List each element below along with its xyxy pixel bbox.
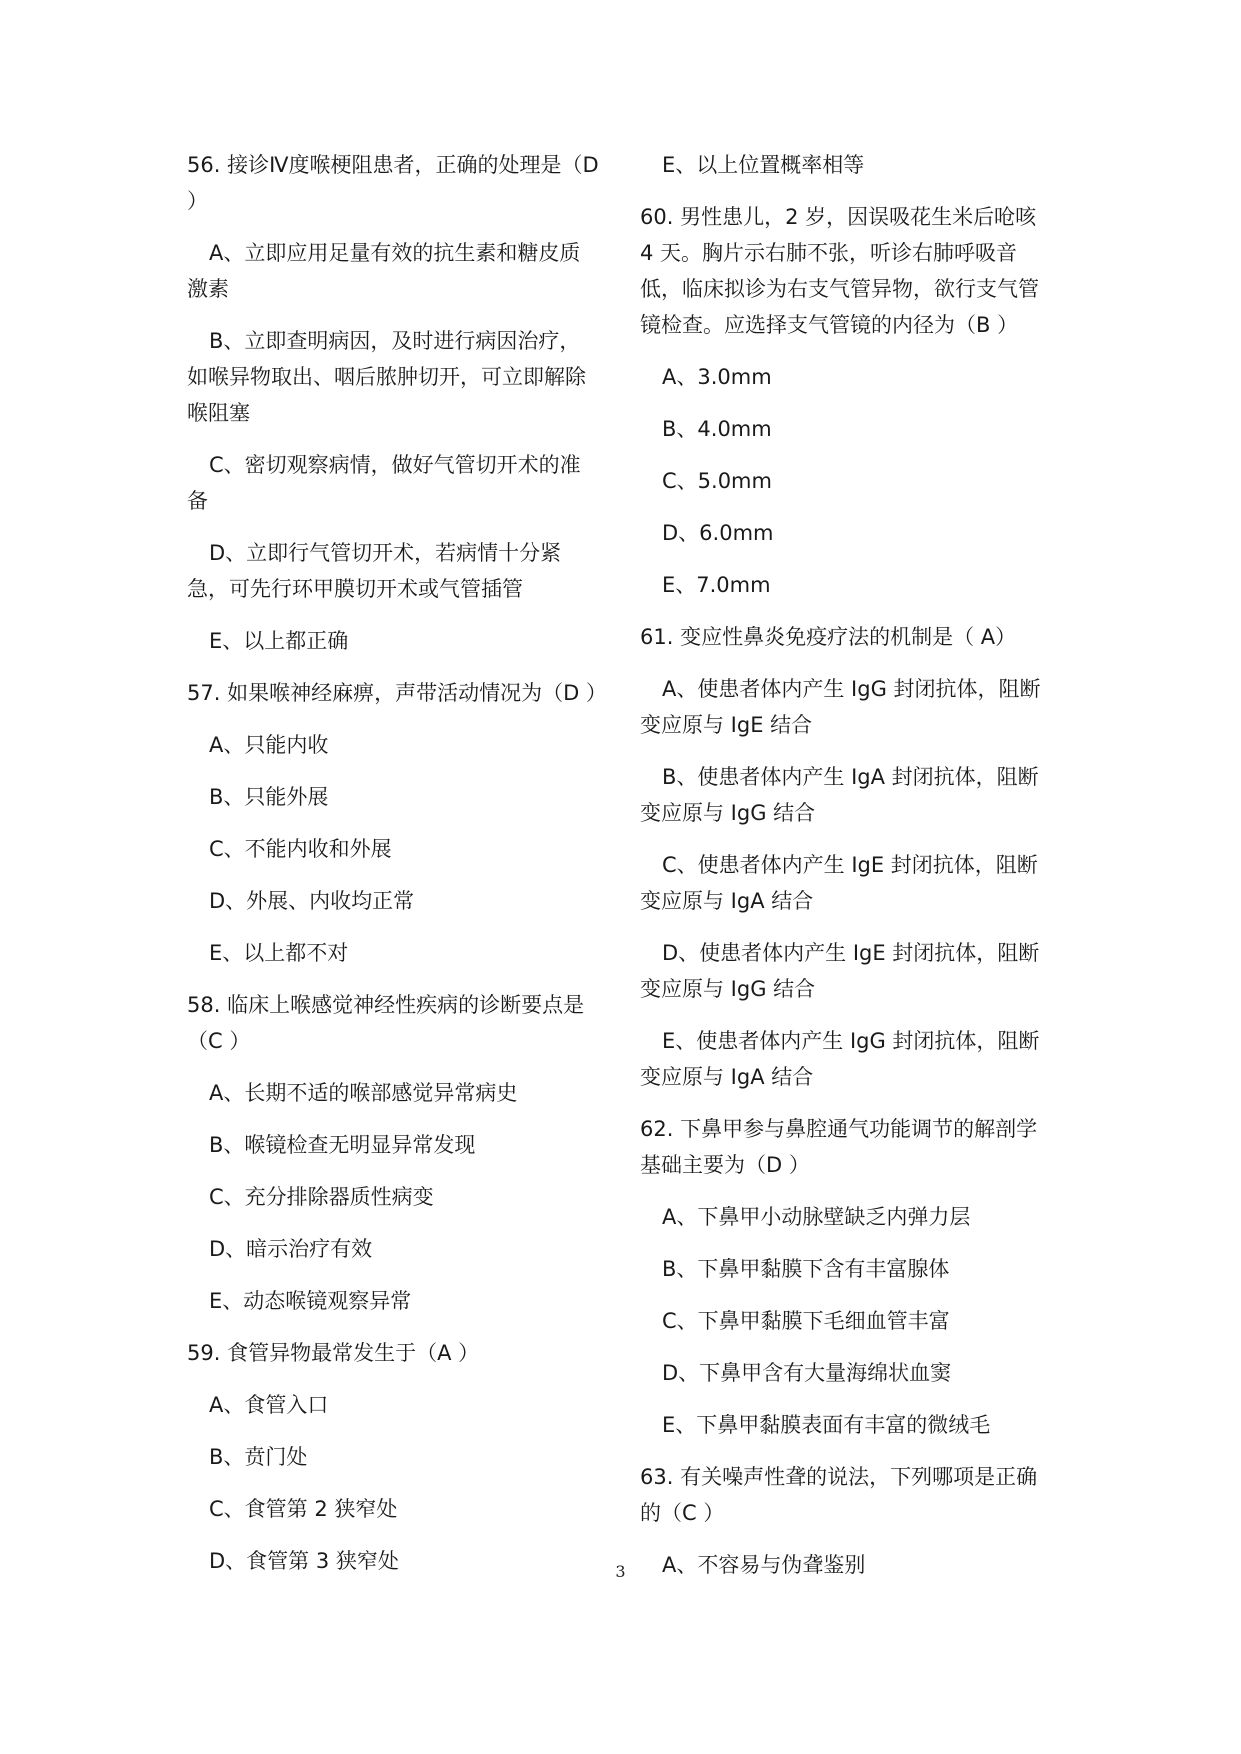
option: B、贲门处 xyxy=(209,1445,308,1469)
option: C、食管第 2 狭窄处 xyxy=(209,1497,398,1521)
option: A、只能内收 xyxy=(209,733,329,757)
option: E、7.0mm xyxy=(662,573,771,597)
option: C、5.0mm xyxy=(662,469,772,493)
option: B、喉镜检查无明显异常发现 xyxy=(209,1133,476,1157)
option: C、充分排除器质性病变 xyxy=(209,1185,434,1209)
option: A、不容易与伪聋鉴别 xyxy=(662,1553,866,1577)
option: B、下鼻甲黏膜下含有丰富腺体 xyxy=(662,1257,950,1281)
option: A、食管入口 xyxy=(209,1393,329,1417)
option: D、立即行气管切开术，若病情十分紧急，可先行环甲膜切开术或气管插管 xyxy=(187,541,562,601)
question-62: 62. 下鼻甲参与鼻腔通气功能调节的解剖学基础主要为（D ） xyxy=(640,1117,1038,1177)
question-63: 63. 有关噪声性聋的说法，下列哪项是正确的（C ） xyxy=(640,1465,1038,1525)
option: B、立即查明病因，及时进行病因治疗，如喉异物取出、咽后脓肿切开，可立即解除喉阻塞 xyxy=(187,329,586,425)
left-column xyxy=(187,147,607,1595)
option: E、以上都不对 xyxy=(209,941,349,965)
option: D、外展、内收均正常 xyxy=(209,889,415,913)
option: A、使患者体内产生 IgG 封闭抗体，阻断变应原与 IgE 结合 xyxy=(640,677,1041,737)
option: C、使患者体内产生 IgE 封闭抗体，阻断变应原与 IgA 结合 xyxy=(640,853,1038,913)
option: D、食管第 3 狭窄处 xyxy=(209,1549,399,1573)
option: B、4.0mm xyxy=(662,417,772,441)
option: E、下鼻甲黏膜表面有丰富的微绒毛 xyxy=(662,1413,991,1437)
option: A、下鼻甲小动脉壁缺乏内弹力层 xyxy=(662,1205,971,1229)
option: A、长期不适的喉部感觉异常病史 xyxy=(209,1081,518,1105)
option: B、只能外展 xyxy=(209,785,329,809)
option: C、密切观察病情，做好气管切开术的准备 xyxy=(187,453,581,513)
page-number: 3 xyxy=(615,1562,626,1581)
option: D、暗示治疗有效 xyxy=(209,1237,373,1261)
option: A、立即应用足量有效的抗生素和糖皮质激素 xyxy=(187,241,581,301)
option: E、以上位置概率相等 xyxy=(662,153,865,177)
question-58: 58. 临床上喉感觉神经性疾病的诊断要点是（C ） xyxy=(187,993,585,1053)
question-57: 57. 如果喉神经麻痹，声带活动情况为（D ） xyxy=(187,681,607,705)
option: C、不能内收和外展 xyxy=(209,837,392,861)
question-56: 56. 接诊Ⅳ度喉梗阻患者，正确的处理是（D ） xyxy=(187,153,599,213)
option: C、下鼻甲黏膜下毛细血管丰富 xyxy=(662,1309,950,1333)
option: D、6.0mm xyxy=(662,521,774,545)
option: E、以上都正确 xyxy=(209,629,349,653)
option: B、使患者体内产生 IgA 封闭抗体，阻断变应原与 IgG 结合 xyxy=(640,765,1039,825)
question-59: 59. 食管异物最常发生于（A ） xyxy=(187,1341,480,1365)
option: E、动态喉镜观察异常 xyxy=(209,1289,412,1313)
option: D、下鼻甲含有大量海绵状血窦 xyxy=(662,1361,952,1385)
question-61: 61. 变应性鼻炎免疫疗法的机制是（ A） xyxy=(640,625,1017,649)
option: D、使患者体内产生 IgE 封闭抗体，阻断变应原与 IgG 结合 xyxy=(640,941,1040,1001)
option: E、使患者体内产生 IgG 封闭抗体，阻断变应原与 IgA 结合 xyxy=(640,1029,1040,1089)
option: A、3.0mm xyxy=(662,365,772,389)
question-60: 60. 男性患儿，2 岁，因误吸花生米后呛咳 4 天。胸片示右肺不张，听诊右肺呼吸音低，临床拟诊为右支气管异物，欲行支气管镜检查。应选择支气管镜的内径为（B ） xyxy=(640,205,1039,337)
right-column xyxy=(640,147,1055,1599)
